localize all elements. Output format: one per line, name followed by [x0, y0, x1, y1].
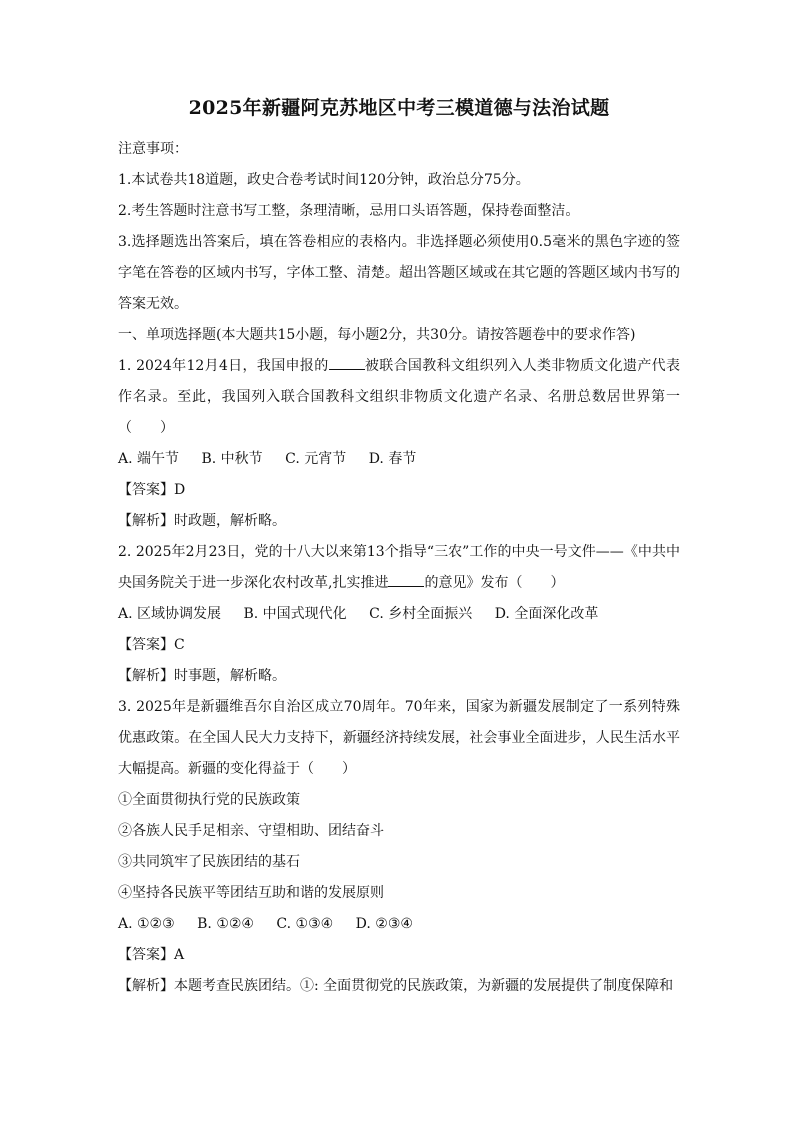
- option-b: B. ①②④: [197, 916, 254, 932]
- statement-3: ③共同筑牢了民族团结的基石: [118, 854, 300, 870]
- question-2-options: [118, 599, 680, 630]
- question-1-stem-end: 被联合国教科文组织列入人类非物质文化遗产代表作名录。至此，我国列入联合国教科文组织非物质文化遗产名录、名册总数居世界第一（ ）: [118, 358, 680, 436]
- question-3-analysis: 【解析】本题考查民族团结。①: 全面贯彻党的民族政策，为新疆的发展提供了制度保障和: [118, 978, 674, 994]
- option-a: A. 区域协调发展: [118, 606, 222, 622]
- notice-item-1: 1.本试卷共18道题，政史合卷考试时间120分钟，政治总分75分。: [118, 172, 530, 188]
- question-1-answer: 【答案】D: [118, 482, 186, 498]
- notice-heading: 注意事项：: [118, 141, 188, 157]
- option-a: A. 端午节: [118, 451, 180, 467]
- question-1-analysis: 【解析】时政题，解析略。: [118, 513, 286, 529]
- question-2-stem: [118, 537, 680, 599]
- option-d: D. 春节: [368, 451, 417, 467]
- notice-item-2: 2.考生答题时注意书写工整，条理清晰，忌用口头语答题，保持卷面整洁。: [118, 203, 580, 219]
- option-a: A. ①②③: [118, 916, 175, 932]
- option-b: B. 中秋节: [201, 451, 263, 467]
- statement-4: ④坚持各民族平等团结互助和谐的发展原则: [118, 885, 384, 901]
- question-2-stem-end: 的意见》发布（ ）: [424, 575, 565, 591]
- question-3-stem: 3. 2025年是新疆维吾尔自治区成立70周年。70年来，国家为新疆发展制定了一系列特殊优惠政策。在全国人民大力支持下，新疆经济持续发展，社会事业全面进步，人民生活水平大幅提高。新疆的变化得益于（ ）: [118, 699, 680, 777]
- option-c: C. ①③④: [276, 916, 334, 932]
- question-2-analysis: 【解析】时事题，解析略。: [118, 668, 286, 684]
- section-heading: 一、单项选择题(本大题共15小题，每小题2分，共30分。请按答题卷中的要求作答): [118, 327, 636, 343]
- question-2-answer: 【答案】C: [118, 637, 185, 653]
- exam-page: [118, 96, 680, 1002]
- option-d: D. ②③④: [355, 916, 413, 932]
- statement-2: ②各族人民手足相亲、守望相助、团结奋斗: [118, 823, 384, 839]
- question-1-stem-start: 1. 2024年12月4日，我国申报的: [118, 358, 329, 374]
- page-title: 2025年新疆阿克苏地区中考三模道德与法治试题: [188, 97, 610, 119]
- option-d: D. 全面深化改革: [494, 606, 599, 622]
- question-1-options: [118, 444, 680, 475]
- question-3-answer: 【答案】A: [118, 947, 185, 963]
- option-c: C. 元宵节: [285, 451, 347, 467]
- question-2-stem-start: 2. 2025年2月23日，党的十八大以来第13个指导“三农”工作的中央一号文件——《中共中央国务院关于进一步深化农村改革,扎实推进: [118, 544, 680, 591]
- answer-blank: [329, 355, 365, 370]
- question-1-stem: [118, 351, 680, 444]
- question-3-options: [118, 909, 680, 940]
- notice-item-3: 3.选择题选出答案后，填在答卷相应的表格内。非选择题必须使用0.5毫米的黑色字迹的签字笔在答卷的区域内书写，字体工整、清楚。超出答题区域或在其它题的答题区域内书写的答案无效。: [118, 234, 680, 312]
- option-b: B. 中国式现代化: [243, 606, 347, 622]
- answer-blank: [388, 572, 424, 587]
- statement-1: ①全面贯彻执行党的民族政策: [118, 792, 300, 808]
- option-c: C. 乡村全面振兴: [369, 606, 473, 622]
